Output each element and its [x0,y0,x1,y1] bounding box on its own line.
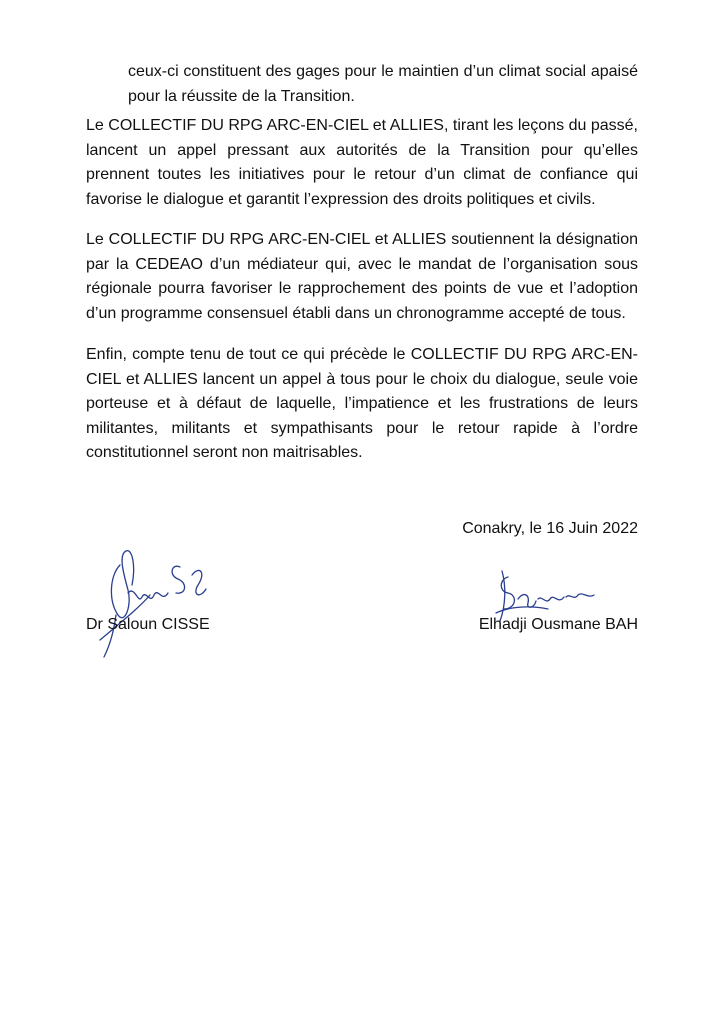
signature-left [80,545,220,660]
paragraph-appeal-authorities: Le COLLECTIF DU RPG ARC-EN-CIEL et ALLIES, tirant les leçons du passé, lancent un appel pressant aux autorités de la Transition pour qu’elles prennent toutes les initiatives pour le retour d’un climat de confiance qui favorise le dialogue et garantit l’expression des droits politiques et civils. [86,117,638,208]
paragraph-conclusion: Enfin, compte tenu de tout ce qui précède le COLLECTIF DU RPG ARC-EN-CIEL et ALLIES lancent un appel à tous pour le choix du dialogue, seule voie porteuse et à défaut de laquelle, l’impatience et les frustrations de leurs militantes, militants et sympathisants pour le retour rapide à l’ordre constitutionnel seront non maitrisables. [86,346,638,461]
signatory-name-left: Dr Saloun CISSE [86,616,210,633]
place-and-date: Conakry, le 16 Juin 2022 [462,520,638,537]
paragraph-cedeao-mediator: Le COLLECTIF DU RPG ARC-EN-CIEL et ALLIES soutiennent la désignation par la CEDEAO d’un médiateur qui, avec le mandat de l’organisation sous régionale pourra favoriser le rapprochement des points de vue et l’adoption d’un programme consensuel établi dans un chronogramme accepté de tous. [86,231,638,322]
signatory-name-right: Elhadji Ousmane BAH [478,616,638,633]
paragraph-continuation: ceux-ci constituent des gages pour le maintien d’un climat social apaisé pour la réussite de la Transition. [128,63,638,105]
